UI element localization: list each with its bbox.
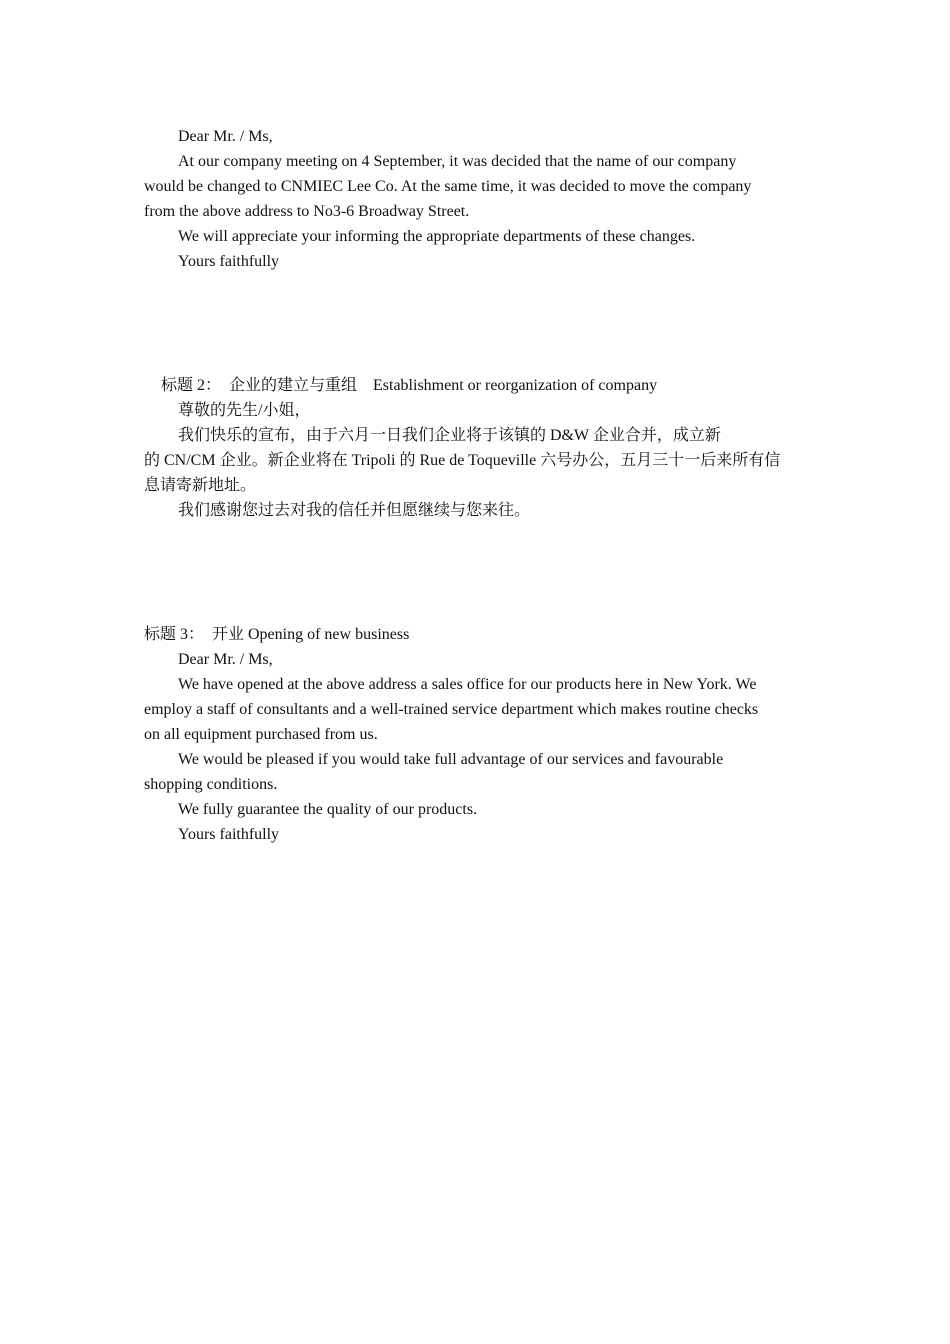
body-line: At our company meeting on 4 September, it was decided that the name of our company [178,153,737,170]
body-line: 息请寄新地址。 [144,477,257,494]
section-heading: 标题 2： 企业的建立与重组 Establishment or reorganization of company [161,377,658,394]
letter-section-3 [144,622,814,847]
salutation: Dear Mr. / Ms, [178,651,273,668]
salutation: Dear Mr. / Ms, [178,128,273,145]
letter-section-1 [144,124,814,274]
closing: Yours faithfully [178,253,280,270]
body-line: from the above address to No3-6 Broadway Street. [144,203,470,220]
salutation: 尊敬的先生/小姐， [178,402,311,419]
body-line: would be changed to CNMIEC Lee Co. At the same time, it was decided to move the company [144,178,752,195]
body-line: on all equipment purchased from us. [144,726,378,743]
body-line: We have opened at the above address a sales office for our products here in New York. We [178,676,757,693]
body-line: 的 CN/CM 企业。新企业将在 Tripoli 的 Rue de Toqueville 六号办公，五月三十一后来所有信 [144,452,781,469]
body-line: 我们快乐的宣布，由于六月一日我们企业将于该镇的 D&W 企业合并，成立新 [178,427,721,444]
closing: Yours faithfully [178,826,280,843]
section-heading: 标题 3： 开业 Opening of new business [144,626,410,643]
letter-section-2 [144,373,814,523]
body-paragraph: We fully guarantee the quality of our products. [178,801,478,818]
body-paragraph: 我们感谢您过去对我的信任并但愿继续与您来往。 [178,502,531,519]
body-line: employ a staff of consultants and a well-trained service department which makes routine checks [144,701,759,718]
body-paragraph: We will appreciate your informing the appropriate departments of these changes. [178,228,696,245]
body-line: We would be pleased if you would take full advantage of our services and favourable [178,751,724,768]
body-line: shopping conditions. [144,776,278,793]
